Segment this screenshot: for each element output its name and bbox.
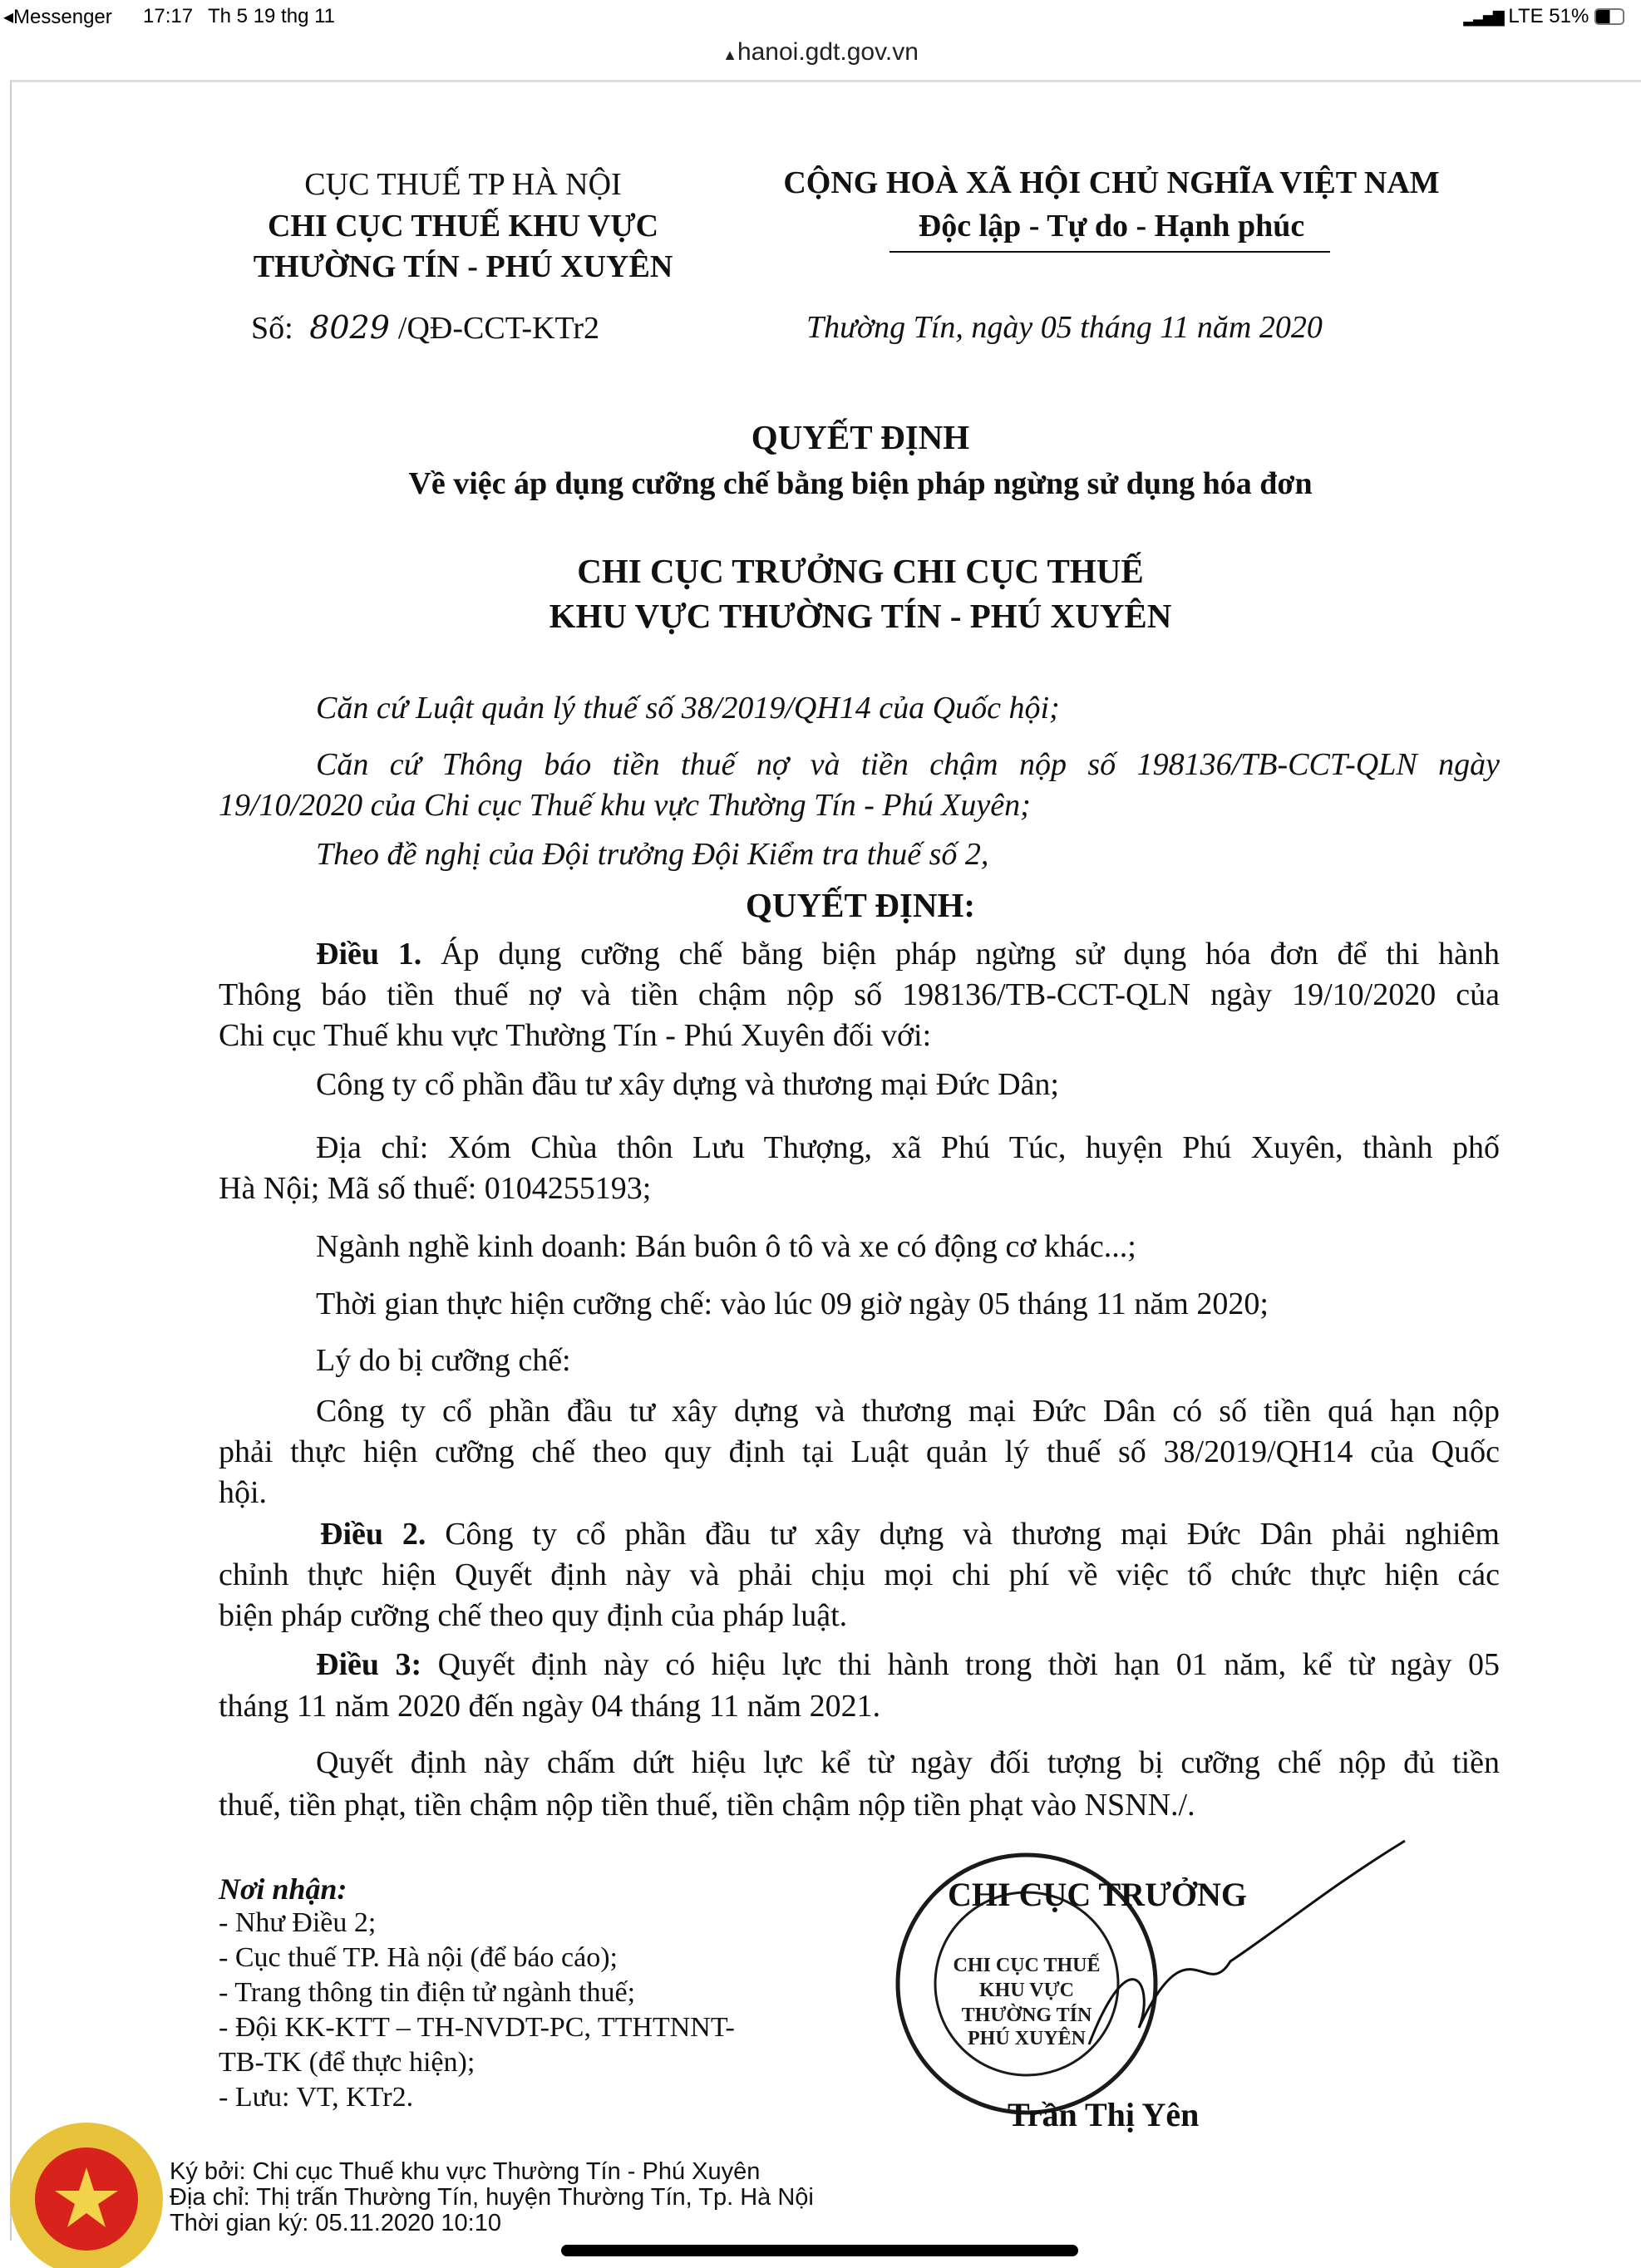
issuer-line-1: CỤC THUẾ TP HÀ NỘI bbox=[304, 167, 622, 202]
recipient-item: - Lưu: VT, KTr2. bbox=[219, 2082, 414, 2113]
signer-title: CHI CỤC TRƯỞNG bbox=[948, 1876, 1248, 1913]
body-line-text: Ngành nghề kinh doanh: Bán buôn ô tô và xe có động cơ khác...; bbox=[316, 1229, 1136, 1264]
body-line-text: Căn cứ Luật quản lý thuế số 38/2019/QH14 của Quốc hội; bbox=[316, 691, 1060, 726]
status-date: Th 5 19 thg 11 bbox=[208, 5, 335, 27]
recipient-item: - Như Điều 2; bbox=[219, 1907, 377, 1938]
body-line bbox=[219, 1474, 1500, 1511]
body-line bbox=[316, 836, 1500, 873]
recipient-item: - Cục thuế TP. Hà nội (để báo cáo); bbox=[219, 1942, 618, 1973]
signal-icon: ▂▃▅▇ bbox=[1463, 9, 1503, 26]
issuer-line-2: CHI CỤC THUẾ KHU VỰC bbox=[267, 209, 659, 244]
body-line bbox=[316, 1286, 1500, 1322]
body-line-text: Chi cục Thuế khu vực Thường Tín - Phú Xuyên đối với: bbox=[219, 1018, 932, 1053]
back-to-messenger[interactable]: ◂Messenger bbox=[3, 6, 112, 28]
body-line-text: chỉnh thực hiện Quyết định này và phải chịu mọi chi phí về việc tổ chức thực hiện các bbox=[219, 1557, 1500, 1592]
body-line-text: Công ty cổ phần đầu tư xây dựng và thương mại Đức Dân phải nghiêm bbox=[426, 1517, 1500, 1552]
body-line bbox=[219, 977, 1500, 1013]
body-line bbox=[219, 1688, 1500, 1724]
nation-title: CỘNG HOÀ XÃ HỘI CHỦ NGHĨA VIỆT NAM bbox=[783, 165, 1440, 200]
body-line-text: Thông báo tiền thuế nợ và tiền chậm nộp số 198136/TB-CCT-QLN ngày 19/10/2020 của bbox=[219, 977, 1500, 1012]
body-line-text: Theo đề nghị của Đội trưởng Đội Kiểm tra thuế số 2, bbox=[316, 837, 989, 872]
body-line-text: thuế, tiền phạt, tiền chậm nộp tiền thuế, tiền chậm nộp tiền phạt vào NSNN./. bbox=[219, 1788, 1195, 1823]
decision-title: QUYẾT ĐỊNH bbox=[751, 418, 970, 456]
body-line bbox=[320, 1516, 1500, 1552]
motto-underline bbox=[889, 251, 1330, 253]
body-line bbox=[316, 1066, 1500, 1103]
body-line-text: Công ty cổ phần đầu tư xây dựng và thương mại Đức Dân có số tiền quá hạn nộp bbox=[316, 1394, 1500, 1429]
body-line: QUYẾT ĐỊNH: bbox=[745, 886, 976, 924]
svg-text:THƯỜNG TÍN: THƯỜNG TÍN bbox=[961, 2005, 1092, 2026]
digital-signature-signer: Ký bởi: Chi cục Thuế khu vực Thường Tín - Phú Xuyên bbox=[170, 2158, 761, 2185]
body-line-text: tháng 11 năm 2020 đến ngày 04 tháng 11 năm 2021. bbox=[219, 1689, 881, 1724]
body-line-text: Quyết định này chấm dứt hiệu lực kể từ ngày đối tượng bị cưỡng chế nộp đủ tiền bbox=[316, 1745, 1500, 1780]
motto: Độc lập - Tự do - Hạnh phúc bbox=[918, 209, 1305, 244]
body-line bbox=[316, 746, 1500, 783]
number-handwritten: 8029 bbox=[309, 309, 390, 346]
article-label: Điều 1. bbox=[316, 937, 422, 972]
url-text: hanoi.gdt.gov.vn bbox=[737, 38, 919, 66]
battery-icon bbox=[1594, 8, 1624, 25]
number-suffix: /QĐ-CCT-KTr2 bbox=[397, 311, 600, 346]
status-right bbox=[1463, 5, 1624, 28]
body-line bbox=[219, 1434, 1500, 1470]
svg-text:KHU VỰC: KHU VỰC bbox=[979, 1980, 1074, 2001]
body-line-text: Thời gian thực hiện cưỡng chế: vào lúc 09 giờ ngày 05 tháng 11 năm 2020; bbox=[316, 1287, 1269, 1321]
home-indicator[interactable] bbox=[561, 2245, 1078, 2256]
body-line-text: phải thực hiện cưỡng chế theo quy định tại Luật quản lý thuế số 38/2019/QH14 của Quốc bbox=[219, 1434, 1500, 1469]
network-label: LTE bbox=[1508, 5, 1544, 27]
article-label: Điều 2. bbox=[320, 1517, 426, 1552]
body-line-text: Quyết định này có hiệu lực thi hành trong thời hạn 01 năm, kể từ ngày 05 bbox=[421, 1647, 1500, 1682]
signer-name: Trần Thị Yên bbox=[1008, 2096, 1200, 2133]
body-line bbox=[219, 787, 1500, 824]
url-bar[interactable] bbox=[0, 38, 1641, 66]
place-date: Thường Tín, ngày 05 tháng 11 năm 2020 bbox=[806, 310, 1323, 345]
body-line bbox=[219, 1557, 1500, 1593]
body-line bbox=[316, 936, 1500, 972]
body-line bbox=[316, 1342, 1500, 1379]
body-line bbox=[219, 1017, 1500, 1054]
back-app-label: Messenger bbox=[13, 6, 112, 28]
document-number bbox=[251, 309, 599, 347]
handwritten-signature bbox=[1064, 1837, 1413, 2086]
digital-signature-time: Thời gian ký: 05.11.2020 10:10 bbox=[170, 2210, 501, 2236]
lock-icon: ▲ bbox=[722, 47, 737, 63]
recipients-title: Nơi nhận: bbox=[219, 1872, 347, 1906]
body-line bbox=[316, 1393, 1500, 1429]
body-line-text: hội. bbox=[219, 1475, 268, 1510]
svg-text:CHI CỤC THUẾ: CHI CỤC THUẾ bbox=[953, 1955, 1101, 1976]
recipient-item: TB-TK (để thực hiện); bbox=[219, 2047, 476, 2078]
body-line-text: Địa chỉ: Xóm Chùa thôn Lưu Thượng, xã Phú Túc, huyện Phú Xuyên, thành phố bbox=[316, 1130, 1500, 1165]
digital-signature-address: Địa chỉ: Thị trấn Thường Tín, huyện Thường Tín, Tp. Hà Nội bbox=[170, 2184, 814, 2211]
body-line-text: Căn cứ Thông báo tiền thuế nợ và tiền chậm nộp số 198136/TB-CCT-QLN ngày bbox=[316, 747, 1500, 782]
authority-line-1: CHI CỤC TRƯỞNG CHI CỤC THUẾ bbox=[577, 552, 1144, 590]
body-line bbox=[219, 1787, 1500, 1823]
number-label: Số: bbox=[251, 311, 293, 346]
body-line bbox=[316, 690, 1500, 726]
article-label: Điều 3: bbox=[316, 1647, 422, 1682]
body-line bbox=[219, 1170, 1500, 1207]
battery-label: 51% bbox=[1549, 5, 1589, 27]
tax-emblem-logo bbox=[7, 2118, 166, 2268]
decision-subject: Về việc áp dụng cưỡng chế bằng biện pháp ngừng sử dụng hóa đơn bbox=[408, 466, 1313, 501]
svg-text:PHÚ XUYÊN: PHÚ XUYÊN bbox=[968, 2028, 1086, 2049]
body-line-text: Hà Nội; Mã số thuế: 0104255193; bbox=[219, 1171, 652, 1206]
body-line-text: Công ty cổ phần đầu tư xây dựng và thương mại Đức Dân; bbox=[316, 1067, 1059, 1102]
body-line-text: biện pháp cưỡng chế theo quy định của pháp luật. bbox=[219, 1598, 848, 1633]
recipient-item: - Trang thông tin điện tử ngành thuế; bbox=[219, 1977, 636, 2008]
body-line bbox=[316, 1646, 1500, 1683]
body-line-text: 19/10/2020 của Chi cục Thuế khu vực Thường Tín - Phú Xuyên; bbox=[219, 788, 1031, 823]
body-line bbox=[219, 1597, 1500, 1634]
body-line-text: Áp dụng cưỡng chế bằng biện pháp ngừng sử dụng hóa đơn để thi hành bbox=[421, 937, 1500, 972]
issuer-line-3: THƯỜNG TÍN - PHÚ XUYÊN bbox=[253, 249, 673, 284]
recipient-item: - Đội KK-KTT – TH-NVDT-PC, TTHTNNT- bbox=[219, 2012, 735, 2043]
body-line-text: Lý do bị cưỡng chế: bbox=[316, 1343, 571, 1378]
body-line bbox=[316, 1228, 1500, 1265]
authority-line-2: KHU VỰC THƯỜNG TÍN - PHÚ XUYÊN bbox=[549, 597, 1172, 635]
body-line bbox=[316, 1744, 1500, 1781]
status-time: 17:17 bbox=[143, 5, 194, 27]
body-line bbox=[316, 1129, 1500, 1166]
